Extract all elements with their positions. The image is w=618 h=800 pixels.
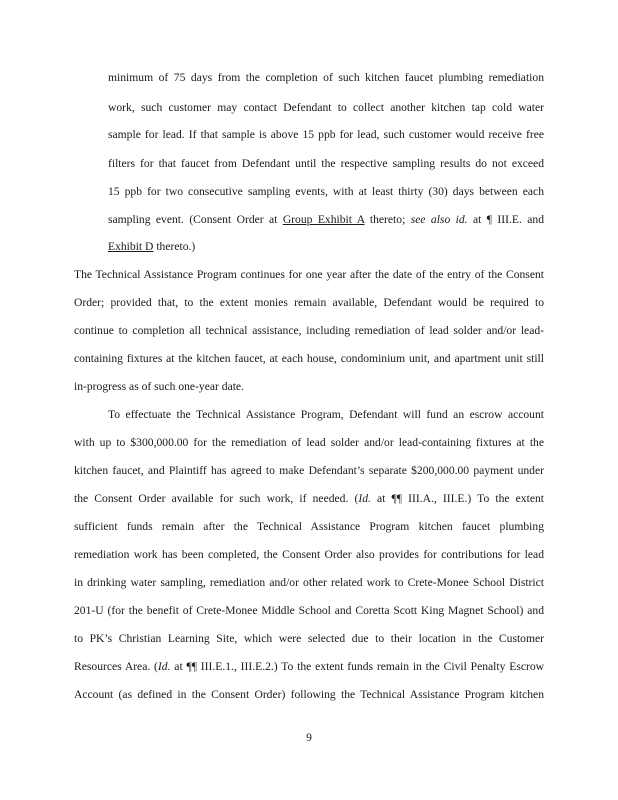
paragraph-line: Order; provided that, to the extent monies remain available, Defendant would be required to xyxy=(74,296,544,309)
paragraph-line: in drinking water sampling, remediation and/or other related work to Crete-Monee School District xyxy=(74,576,544,589)
quote-line: work, such customer may contact Defendant to collect another kitchen tap cold water xyxy=(108,101,544,114)
page-number: 9 xyxy=(306,731,312,744)
quote-line: Exhibit D thereto.) xyxy=(108,240,196,253)
paragraph-line: remediation work has been completed, the Consent Order also provides for contributions for lead xyxy=(74,548,544,561)
paragraph-line: continue to completion all technical assistance, including remediation of lead solder and/or lead- xyxy=(74,324,544,337)
paragraph-line: sufficient funds remain after the Technical Assistance Program kitchen faucet plumbing xyxy=(74,520,544,533)
paragraph-line: Resources Area. (Id. at ¶¶ III.E.1., III.E.2.) To the extent funds remain in the Civil Penalty Escrow xyxy=(74,660,545,673)
paragraph-line: kitchen faucet, and Plaintiff has agreed to make Defendant’s separate $200,000.00 payment under xyxy=(74,464,544,477)
quote-line: sample for lead. If that sample is above 15 ppb for lead, such customer would receive free xyxy=(108,128,544,141)
paragraph-line: 201-U (for the benefit of Crete-Monee Middle School and Coretta Scott King Magnet School) and xyxy=(74,604,544,617)
exhibit-d-reference: Exhibit D xyxy=(108,240,154,253)
paragraph-line: To effectuate the Technical Assistance Program, Defendant will fund an escrow account xyxy=(108,408,544,421)
paragraph-line: the Consent Order available for such work, if needed. (Id. at ¶¶ III.A., III.E.) To the extent xyxy=(74,492,544,505)
paragraph-line: to PK’s Christian Learning Site, which were selected due to their location in the Customer xyxy=(74,632,544,645)
paragraph-line: with up to $300,000.00 for the remediation of lead solder and/or lead-containing fixtures at the xyxy=(74,436,544,449)
paragraph-line: in-progress as of such one-year date. xyxy=(74,380,244,393)
paragraph-line: Account (as defined in the Consent Order) following the Technical Assistance Program kitchen xyxy=(74,688,544,701)
quote-line: 15 ppb for two consecutive sampling events, with at least thirty (30) days between each xyxy=(108,185,544,198)
paragraph-line: The Technical Assistance Program continues for one year after the date of the entry of the Consent xyxy=(74,268,544,281)
quote-line: minimum of 75 days from the completion of such kitchen faucet plumbing remediation xyxy=(108,71,544,84)
group-exhibit-a-reference: Group Exhibit A xyxy=(282,213,365,226)
quote-line: filters for that faucet from Defendant until the respective sampling results do not exceed xyxy=(108,157,544,170)
quote-line: sampling event. (Consent Order at Group Exhibit A thereto; see also id. at ¶ III.E. and xyxy=(108,213,544,226)
paragraph-line: containing fixtures at the kitchen faucet, at each house, condominium unit, and apartment unit still xyxy=(74,352,544,365)
